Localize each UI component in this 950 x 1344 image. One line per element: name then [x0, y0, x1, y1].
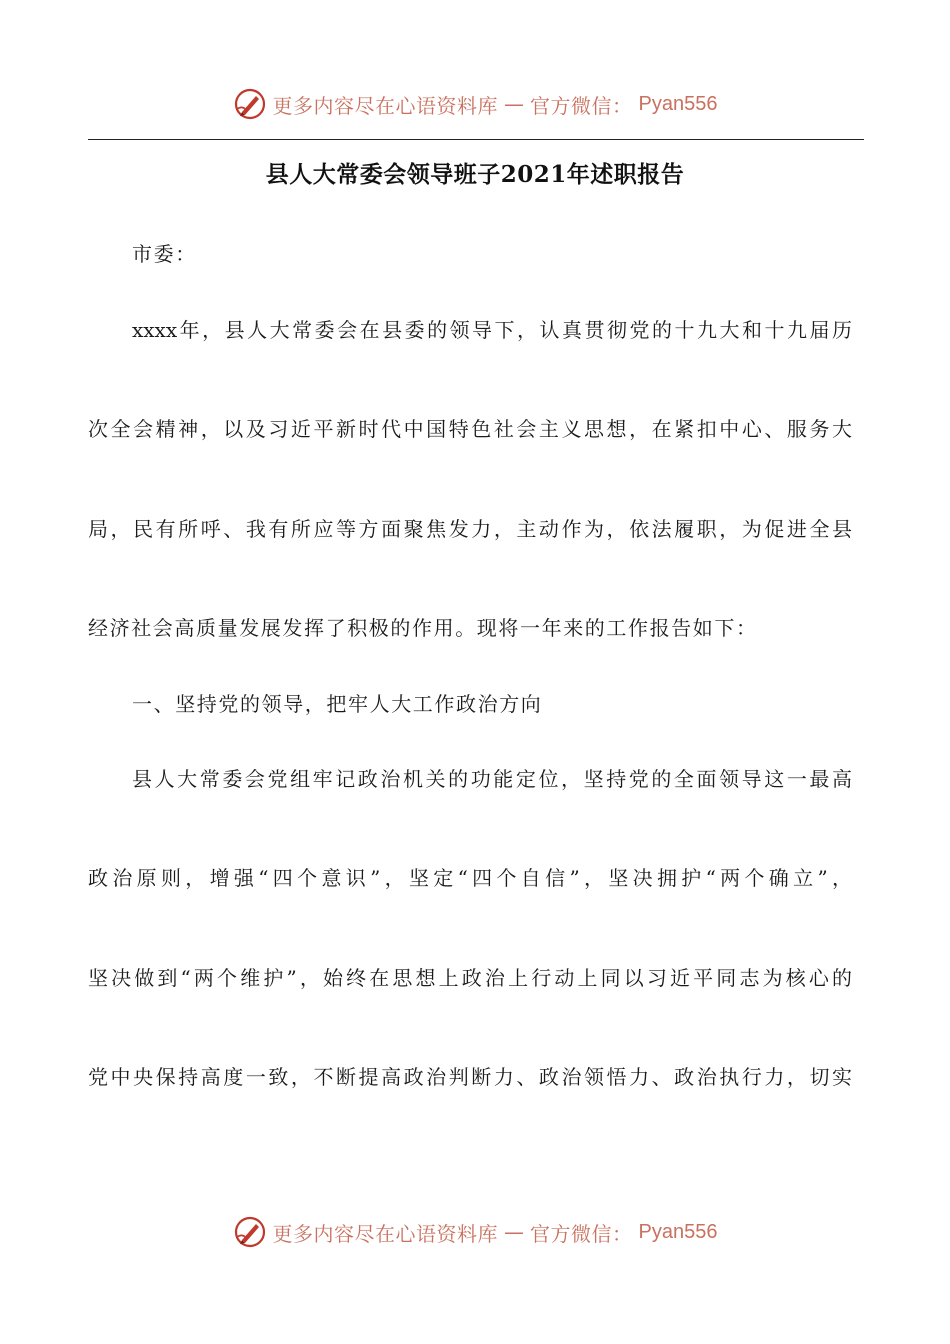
banner-wechat-label: 官方微信： — [530, 93, 633, 118]
body-line-7: 政治原则，增强“四个意识”，坚定“四个自信”，坚决拥护“两个确立”， — [88, 866, 852, 890]
body-line-8: 坚决做到“两个维护”，始终在思想上政治上行动上同以习近平同志为核心的 — [88, 966, 852, 990]
banner-wechat-id: Pyan556 — [638, 92, 718, 115]
pen-circle-logo-icon — [233, 87, 267, 121]
banner-wechat-label: 官方微信： — [530, 1221, 633, 1246]
footer-banner — [0, 1212, 950, 1252]
pen-circle-logo-icon — [233, 1215, 267, 1249]
body-line-2: 次全会精神，以及习近平新时代中国特色社会主义思想，在紧扣中心、服务大 — [88, 417, 852, 441]
body-line-1: xxxx年，县人大常委会在县委的领导下，认真贯彻党的十九大和十九届历 — [132, 318, 852, 342]
banner-wechat-id: Pyan556 — [638, 1220, 718, 1243]
banner-separator: — — [504, 1220, 525, 1244]
body-line-9: 党中央保持高度一致，不断提高政治判断力、政治领悟力、政治执行力，切实 — [88, 1065, 852, 1089]
body-line-6: 县人大常委会党组牢记政治机关的功能定位，坚持党的全面领导这一最高 — [132, 767, 852, 791]
document-title: 县人大常委会领导班子2021年述职报告 — [265, 161, 685, 188]
salutation: 市委： — [132, 242, 197, 266]
header-banner — [0, 84, 950, 124]
banner-text: 更多内容尽在心语资料库 — [272, 93, 499, 118]
header-divider — [88, 139, 864, 140]
body-line-3: 局，民有所呼、我有所应等方面聚焦发力，主动作为，依法履职，为促进全县 — [88, 517, 852, 541]
banner-separator: — — [504, 92, 525, 116]
banner-text: 更多内容尽在心语资料库 — [272, 1221, 499, 1246]
section-heading-1: 一、坚持党的领导，把牢人大工作政治方向 — [132, 692, 543, 716]
body-line-4: 经济社会高质量发展发挥了积极的作用。现将一年来的工作报告如下： — [88, 616, 758, 640]
